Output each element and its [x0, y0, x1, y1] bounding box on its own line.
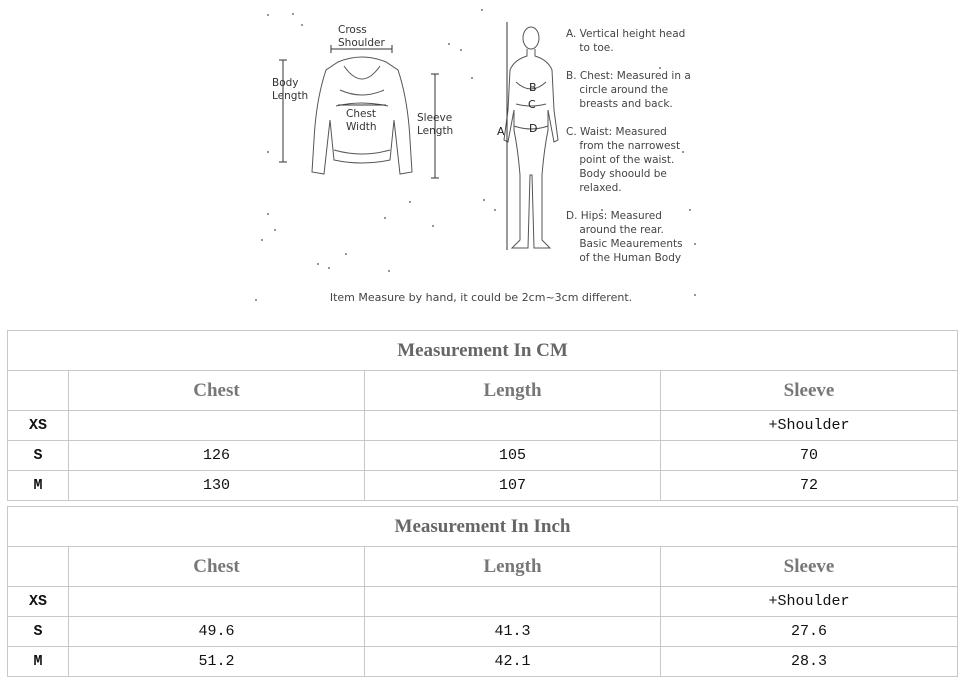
size-label: XS — [8, 411, 69, 441]
cm-header-blank — [8, 371, 69, 411]
chest-width-label: Chest Width — [346, 108, 377, 133]
inch-header-length: Length — [365, 547, 661, 587]
chest-value: 51.2 — [69, 647, 365, 677]
body-point-b: B — [529, 81, 537, 94]
sleeve-value: +Shoulder — [661, 587, 958, 617]
sleeve-value: 72 — [661, 471, 958, 501]
length-value: 41.3 — [365, 617, 661, 647]
length-value: 105 — [365, 441, 661, 471]
table-row — [8, 411, 958, 441]
length-value: 107 — [365, 471, 661, 501]
chest-value — [69, 411, 365, 441]
note-b-chest: B. Chest: Measured in a circle around the breasts and back. — [566, 70, 691, 110]
sleeve-value: 70 — [661, 441, 958, 471]
size-label: M — [8, 647, 69, 677]
note-a-height: A. Vertical height head to toe. — [566, 28, 686, 54]
inch-table — [7, 506, 958, 677]
cm-header-chest: Chest — [69, 371, 365, 411]
sleeve-value: 27.6 — [661, 617, 958, 647]
body-point-a: A — [497, 125, 505, 138]
sleeve-value: +Shoulder — [661, 411, 958, 441]
table-row — [8, 471, 958, 501]
inch-header-chest: Chest — [69, 547, 365, 587]
body-figure — [504, 27, 558, 248]
length-value: 42.1 — [365, 647, 661, 677]
body-point-c: C — [528, 98, 536, 111]
body-length-label: Body Length — [272, 77, 309, 102]
sleeve-length-label: Sleeve Length — [417, 112, 454, 137]
body-point-d: D — [529, 122, 538, 135]
inch-table-title: Measurement In Inch — [8, 507, 958, 547]
table-row — [8, 647, 958, 677]
measure-caption: Item Measure by hand, it could be 2cm~3cm different. — [329, 291, 633, 304]
size-label: XS — [8, 587, 69, 617]
inch-header-sleeve: Sleeve — [661, 547, 958, 587]
note-d-hips: D. Hips: Measured around the rear. Basic Meaurements of the Human Body — [566, 210, 683, 264]
cm-header-length: Length — [365, 371, 661, 411]
cross-shoulder-label: Cross Shoulder — [338, 24, 385, 49]
length-value — [365, 587, 661, 617]
size-label: M — [8, 471, 69, 501]
cm-header-sleeve: Sleeve — [661, 371, 958, 411]
size-label: S — [8, 617, 69, 647]
body-point-letters — [497, 81, 537, 138]
size-label: S — [8, 441, 69, 471]
note-c-waist: C. Waist: Measured from the narrowest point of the waist. Body shoould be relaxed. — [566, 126, 681, 194]
chest-value: 49.6 — [69, 617, 365, 647]
sleeve-value: 28.3 — [661, 647, 958, 677]
measurement-guide — [0, 0, 962, 325]
cm-table — [7, 330, 958, 501]
cm-table-title: Measurement In CM — [8, 331, 958, 371]
chest-value: 126 — [69, 441, 365, 471]
chest-value — [69, 587, 365, 617]
length-value — [365, 411, 661, 441]
table-row — [8, 587, 958, 617]
table-row — [8, 441, 958, 471]
chest-value: 130 — [69, 471, 365, 501]
measurement-illustration — [0, 0, 962, 325]
table-row — [8, 617, 958, 647]
inch-header-blank — [8, 547, 69, 587]
